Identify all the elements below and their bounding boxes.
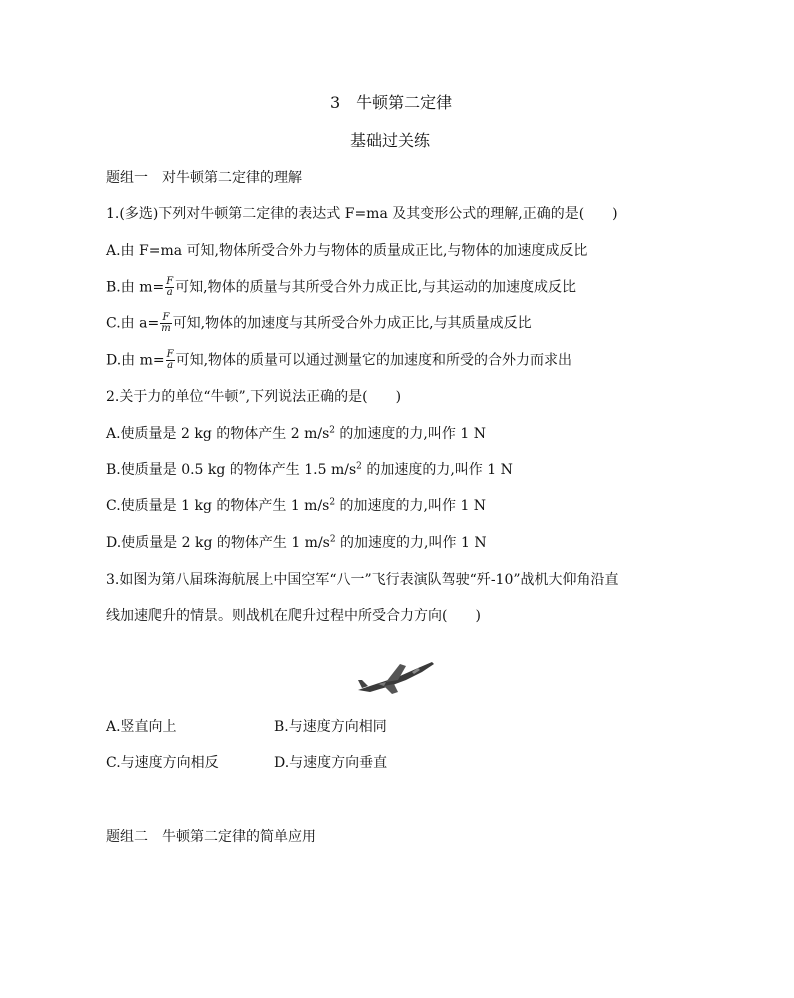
q3-option-a: A.竖直向上 — [106, 719, 177, 735]
q2-option-b-post: 的加速度的力,叫作 1 N — [361, 462, 513, 478]
q2-option-b-pre: B.使质量是 0.5 kg 的物体产生 1.5 m/s — [106, 462, 357, 478]
q2-option-d-post: 的加速度的力,叫作 1 N — [335, 535, 487, 551]
q1-stem: 1.(多选)下列对牛顿第二定律的表达式 F=ma 及其变形公式的理解,正确的是( ) — [106, 206, 618, 222]
section-subtitle: 基础过关练 — [350, 131, 431, 150]
q2-option-a-pre: A.使质量是 2 kg 的物体产生 2 m/s — [106, 426, 330, 442]
q2-option-b — [106, 461, 513, 479]
fraction-denominator: a — [166, 287, 173, 298]
q1-option-d-fraction — [166, 350, 175, 371]
group2-heading: 题组二 牛顿第二定律的简单应用 — [106, 829, 316, 845]
fraction-numerator: F — [166, 349, 174, 360]
fraction-numerator: F — [160, 313, 171, 324]
q2-stem: 2.关于力的单位“牛顿”,下列说法正确的是( ) — [106, 389, 402, 405]
q2-option-d-pre: D.使质量是 2 kg 的物体产生 1 m/s — [106, 535, 330, 551]
exponent: 2 — [329, 534, 336, 545]
q2-option-c — [106, 497, 486, 515]
fighter-jet-image — [356, 654, 436, 696]
fraction-denominator: a — [167, 360, 174, 371]
q1-option-b-fraction — [165, 277, 174, 298]
q3-stem-line1: 3.如图为第八届珠海航展上中国空军“八一”飞行表演队驾驶“歼-10”战机大仰角沿直 — [106, 572, 619, 588]
q2-option-c-post: 的加速度的力,叫作 1 N — [335, 498, 487, 514]
q3-option-b: B.与速度方向相同 — [274, 719, 387, 735]
exponent: 2 — [329, 425, 335, 436]
q1-option-b — [106, 277, 576, 298]
q2-option-c-pre: C.使质量是 1 kg 的物体产生 1 m/s — [106, 498, 330, 514]
q1-option-a: A.由 F=ma 可知,物体所受合外力与物体的质量成正比,与物体的加速度成反比 — [106, 243, 588, 259]
q1-option-d-suffix: 可知,物体的质量可以通过测量它的加速度和所受的合外力而求出 — [175, 352, 573, 369]
q3-option-c: C.与速度方向相反 — [106, 755, 219, 771]
q3-option-d: D.与速度方向垂直 — [274, 755, 388, 771]
q1-option-d — [106, 350, 572, 371]
q2-option-a — [106, 425, 486, 443]
q1-option-b-prefix: B.由 m= — [106, 279, 165, 296]
q1-option-c — [106, 313, 532, 334]
group1-heading: 题组一 对牛顿第二定律的理解 — [106, 170, 302, 186]
exponent: 2 — [329, 497, 336, 508]
q1-option-c-suffix: 可知,物体的加速度与其所受合外力成正比,与其质量成反比 — [172, 315, 532, 332]
q1-option-d-prefix: D.由 m= — [106, 352, 165, 369]
q1-option-c-prefix: C.由 a= — [106, 315, 160, 332]
section-title: 3 牛顿第二定律 — [330, 93, 453, 112]
q2-option-a-post: 的加速度的力,叫作 1 N — [334, 426, 486, 442]
q1-option-b-suffix: 可知,物体的质量与其所受合外力成正比,与其运动的加速度成反比 — [175, 279, 577, 296]
exponent: 2 — [356, 461, 362, 472]
fraction-numerator: F — [166, 276, 174, 287]
q1-option-c-fraction — [160, 313, 171, 334]
fraction-denominator: m — [161, 323, 171, 334]
q3-stem-line2: 线加速爬升的情景。则战机在爬升过程中所受合力方向( ) — [106, 608, 481, 624]
q2-option-d — [106, 534, 487, 552]
